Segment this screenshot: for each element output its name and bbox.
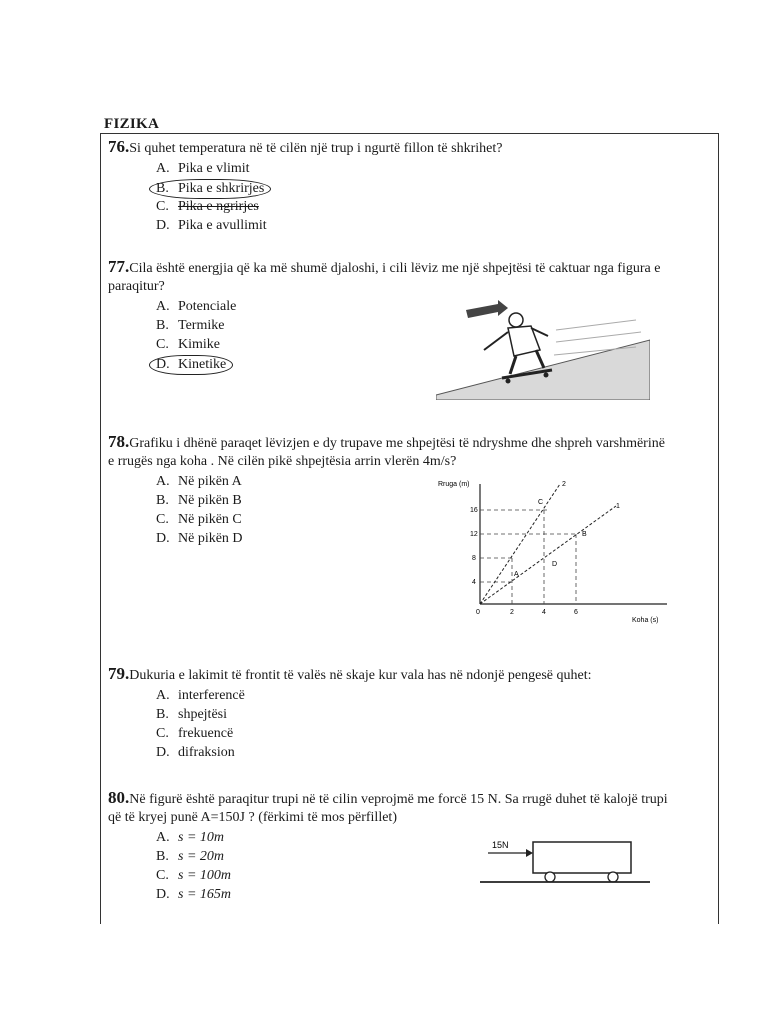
skateboarder-figure xyxy=(436,300,650,400)
question-text: Grafiku i dhënë paraqet lëvizjen e dy trupave me shpejtësi të ndryshme dhe shpreh varshmërinë e rrugës nga koha . Në cilën pikë shpejtësia arrin vlerën 4m/s? xyxy=(108,436,665,469)
option-c[interactable]: C. Në pikën C xyxy=(156,512,242,527)
question-number: 76. xyxy=(108,137,130,156)
point-label-d: D xyxy=(552,561,558,568)
skateboard-wheel xyxy=(544,373,549,378)
y-tick: 8 xyxy=(472,555,476,562)
point-label-c: C xyxy=(538,499,544,506)
cart-wheel xyxy=(545,872,555,882)
cart-body xyxy=(533,842,631,873)
distance-time-graph xyxy=(432,476,678,626)
y-tick: 16 xyxy=(470,507,478,514)
y-tick: 12 xyxy=(470,531,478,538)
option-b[interactable]: B. shpejtësi xyxy=(156,707,227,722)
skateboard-wheel xyxy=(506,379,511,384)
option-c[interactable]: C. frekuencë xyxy=(156,726,234,741)
skater-head xyxy=(509,313,523,327)
x-tick: 2 xyxy=(510,609,514,616)
question-79 xyxy=(108,665,668,763)
x-tick: 6 xyxy=(574,609,578,616)
option-b[interactable]: B. Termike xyxy=(156,318,225,333)
option-c[interactable]: C. Pika e ngrirjes xyxy=(156,199,259,214)
option-c[interactable]: C. Kimike xyxy=(156,337,220,352)
option-d[interactable]: D. Pika e avullimit xyxy=(156,218,267,233)
question-number: 77. xyxy=(108,257,130,276)
y-tick: 4 xyxy=(472,579,476,586)
question-76 xyxy=(108,138,668,236)
x-axis-label: Koha (s) xyxy=(632,617,659,624)
option-d[interactable]: D. difraksion xyxy=(156,745,235,760)
series-line-1 xyxy=(480,506,616,604)
force-arrow-icon xyxy=(526,849,533,857)
option-a[interactable]: A. s = 10m xyxy=(156,830,225,845)
option-b[interactable]: B. Në pikën B xyxy=(156,493,242,508)
motion-line xyxy=(556,320,636,330)
line-label: 1 xyxy=(616,503,620,510)
cart-figure xyxy=(480,836,650,888)
option-a[interactable]: A. Pika e vlimit xyxy=(156,161,250,176)
cart-wheel xyxy=(608,872,618,882)
question-text: Si quhet temperatura në të cilën një trup i ngurtë fillon të shkrihet? xyxy=(129,141,503,156)
line-label: 2 xyxy=(562,481,566,488)
option-d[interactable]: D. Kinetike xyxy=(156,355,668,374)
question-text: Dukuria e lakimit të frontit të valës në skaje kur vala has në ndonjë pengesë quhet: xyxy=(129,668,592,683)
point-label-a: A xyxy=(514,571,519,578)
question-number: 78. xyxy=(108,432,130,451)
guide-lines xyxy=(480,510,578,604)
direction-arrow-icon xyxy=(466,300,508,318)
option-d[interactable]: D. Në pikën D xyxy=(156,531,243,546)
question-text: Në figurë është paraqitur trupi në të cilin veprojmë me forcë 15 N. Sa rrugë duhet të kalojë trupi që të kryej punë A=150J ? (fërkimi të mos përfillet) xyxy=(108,792,668,825)
option-a[interactable]: A. interferencë xyxy=(156,688,245,703)
option-a[interactable]: A. Në pikën A xyxy=(156,474,242,489)
option-b[interactable]: B. Pika e shkrirjes xyxy=(156,179,668,198)
y-axis-label: Rruga (m) xyxy=(438,481,470,488)
x-tick: 0 xyxy=(476,609,480,616)
subject-header: FIZIKA xyxy=(104,116,160,132)
force-label: 15N xyxy=(492,840,509,850)
option-c[interactable]: C. s = 100m xyxy=(156,868,232,883)
x-tick: 4 xyxy=(542,609,546,616)
question-text: Cila është energjia që ka më shumë djaloshi, i cili lëviz me një shpejtësi të caktuar nga figura e paraqitur? xyxy=(108,261,661,294)
question-number: 79. xyxy=(108,664,130,683)
option-d[interactable]: D. s = 165m xyxy=(156,887,232,902)
question-number: 80. xyxy=(108,788,130,807)
option-b[interactable]: B. s = 20m xyxy=(156,849,225,864)
point-label-b: B xyxy=(582,531,587,538)
series-line-2 xyxy=(480,484,560,604)
option-a[interactable]: A. Potenciale xyxy=(156,299,237,314)
motion-line xyxy=(556,332,641,342)
